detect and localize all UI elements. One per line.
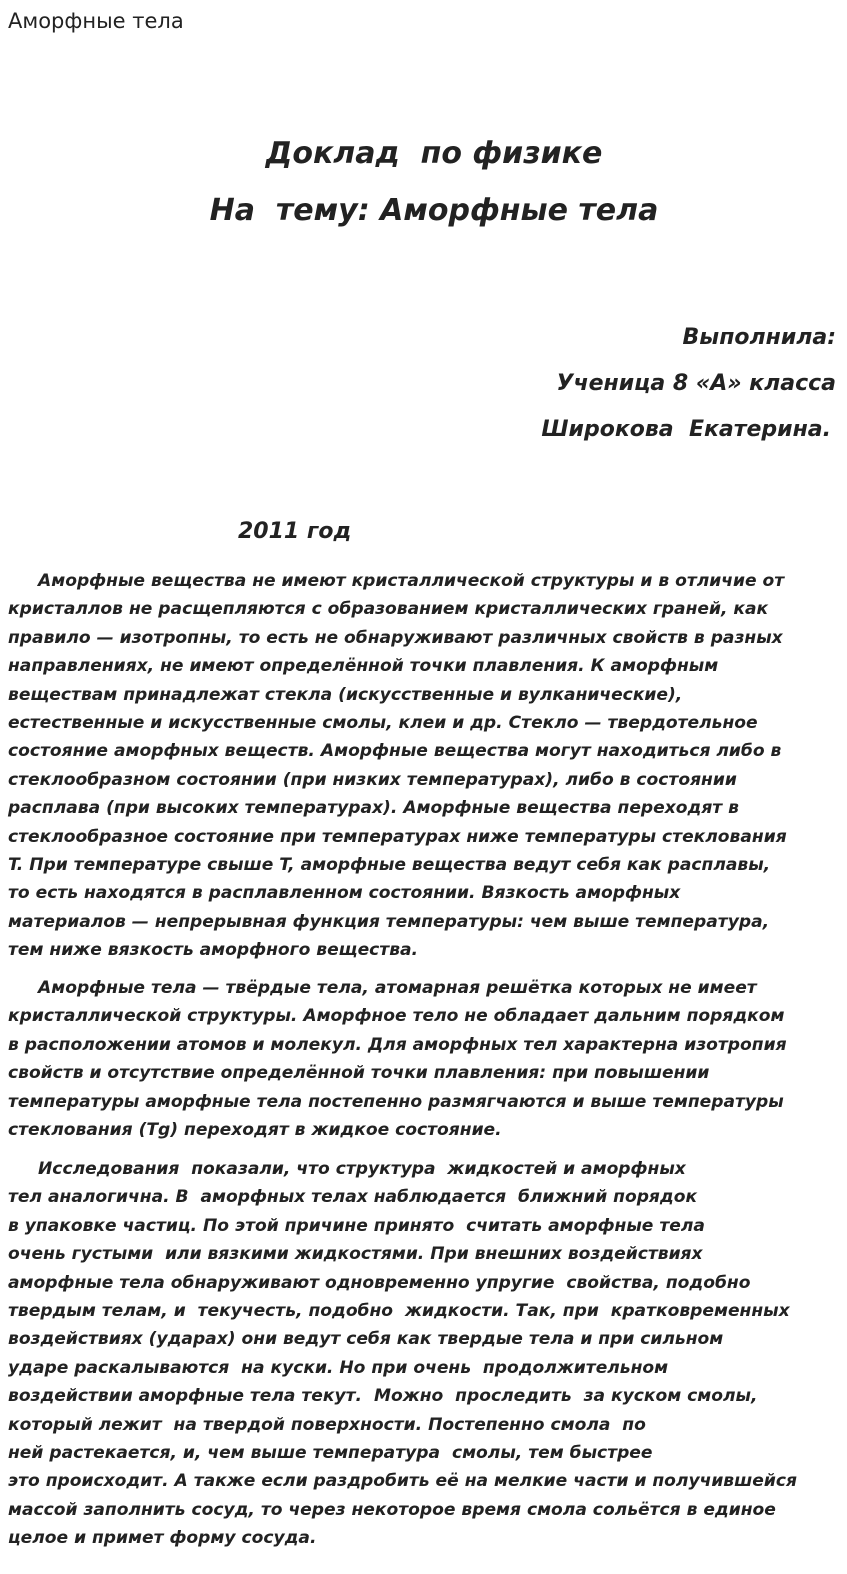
text-line: воздействии аморфные тела текут. Можно проследить за куском смолы, <box>8 1386 758 1407</box>
text-line: ударе раскалываются на куски. Но при очень продолжительном <box>8 1357 669 1378</box>
author-line: Широкова Екатерина. <box>541 417 831 442</box>
text-line: естественные и искусственные смолы, клеи и др. Стекло — твердотельное <box>8 713 758 734</box>
text-line: направлениях, не имеют определённой точки плавления. К аморфным <box>8 656 719 677</box>
text-line: это происходит. А также если раздробить её на мелкие части и получившейся <box>8 1471 797 1492</box>
title-line: На тему: Аморфные тела <box>209 193 659 228</box>
text-line: то есть находятся в расплавленном состоянии. Вязкость аморфных <box>8 883 681 904</box>
text-line: стеклообразном состоянии (при низких температурах), либо в состоянии <box>8 769 737 790</box>
title-line: Доклад по физике <box>265 136 603 171</box>
paragraph-2 <box>8 974 847 1144</box>
author-line: Ученица 8 «А» класса <box>556 371 836 396</box>
text-line: целое и примет форму сосуда. <box>8 1528 317 1549</box>
text-line: материалов — непрерывная функция температуры: чем выше температура, <box>8 911 770 932</box>
text-line: температуры аморфные тела постепенно размягчаются и выше температуры <box>8 1091 784 1112</box>
paragraph-3 <box>8 1155 847 1553</box>
text-line: тел аналогична. В аморфных телах наблюдается ближний порядок <box>8 1187 698 1208</box>
text-line: расплава (при высоких температурах). Аморфные вещества переходят в <box>8 798 739 819</box>
report-year: 2011 год <box>238 519 352 544</box>
text-line: тем ниже вязкость аморфного вещества. <box>8 940 419 961</box>
text-line: в упаковке частиц. По этой причине принято считать аморфные тела <box>8 1215 705 1236</box>
text-line: Исследования показали, что структура жидкостей и аморфных <box>38 1159 686 1179</box>
text-line: твердым телам, и текучесть, подобно жидкости. Так, при кратковременных <box>8 1301 790 1322</box>
text-line: Аморфные тела — твёрдые тела, атомарная решётка которых не имеет <box>38 978 757 998</box>
text-line: стеклования (Tg) переходят в жидкое состояние. <box>8 1120 502 1141</box>
text-line: T. При температуре свыше T, аморфные вещества ведут себя как расплавы, <box>8 855 771 876</box>
text-line: состояние аморфных веществ. Аморфные вещества могут находиться либо в <box>8 741 782 762</box>
text-line: кристаллической структуры. Аморфное тело не обладает дальним порядком <box>8 1006 785 1027</box>
text-line: который лежит на твердой поверхности. Постепенно смола по <box>8 1414 646 1435</box>
page-label: Аморфные тела <box>8 9 184 33</box>
text-line: кристаллов не расщепляются с образованием кристаллических граней, как <box>8 599 769 620</box>
paragraph-1 <box>8 567 847 965</box>
text-line: в расположении атомов и молекул. Для аморфных тел характерна изотропия <box>8 1034 787 1055</box>
text-line: очень густыми или вязкими жидкостями. При внешних воздействиях <box>8 1244 703 1265</box>
text-line: аморфные тела обнаруживают одновременно упругие свойства, подобно <box>8 1272 751 1293</box>
text-line: свойств и отсутствие определённой точки плавления: при повышении <box>8 1063 710 1084</box>
text-line: веществам принадлежат стекла (искусственные и вулканические), <box>8 684 683 705</box>
text-line: Аморфные вещества не имеют кристаллической структуры и в отличие от <box>38 571 785 591</box>
author-line: Выполнила: <box>682 325 836 350</box>
text-line: правило — изотропны, то есть не обнаруживают различных свойств в разных <box>8 627 783 648</box>
text-line: воздействиях (ударах) они ведут себя как твердые тела и при сильном <box>8 1329 724 1350</box>
text-line: стеклообразное состояние при температурах ниже температуры стеклования <box>8 826 787 847</box>
text-line: ней растекается, и, чем выше температура смолы, тем быстрее <box>8 1443 653 1464</box>
text-line: массой заполнить сосуд, то через некоторое время смола сольётся в единое <box>8 1499 776 1520</box>
